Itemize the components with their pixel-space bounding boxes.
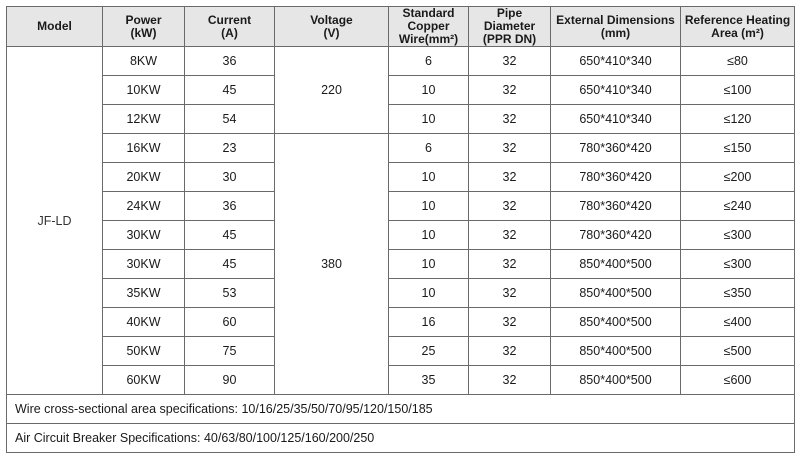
note-row-breaker xyxy=(7,424,795,453)
header-wire-line2: Wire(mm²) xyxy=(398,32,459,46)
current-cell: 75 xyxy=(185,337,275,366)
header-voltage-line1: Voltage xyxy=(310,12,353,27)
area-cell: ≤120 xyxy=(681,105,795,134)
power-cell: 35KW xyxy=(103,279,185,308)
dimensions-cell: 850*400*500 xyxy=(551,308,681,337)
power-cell: 50KW xyxy=(103,337,185,366)
wire-cell: 6 xyxy=(389,134,469,163)
area-cell: ≤300 xyxy=(681,221,795,250)
pipe-cell: 32 xyxy=(469,337,551,366)
power-cell: 30KW xyxy=(103,221,185,250)
dimensions-cell: 650*410*340 xyxy=(551,47,681,76)
header-current xyxy=(185,7,275,47)
wire-cell: 10 xyxy=(389,76,469,105)
pipe-cell: 32 xyxy=(469,163,551,192)
table-row xyxy=(7,47,795,76)
wire-cell: 10 xyxy=(389,163,469,192)
header-wire xyxy=(389,7,469,47)
header-model-label: Model xyxy=(37,19,72,33)
power-cell: 40KW xyxy=(103,308,185,337)
pipe-cell: 32 xyxy=(469,47,551,76)
table-row xyxy=(7,192,795,221)
header-area-line2: Area (m²) xyxy=(711,25,764,40)
wire-cell: 35 xyxy=(389,366,469,395)
dimensions-cell: 850*400*500 xyxy=(551,337,681,366)
header-pipe-line2: (PPR DN) xyxy=(482,32,537,46)
current-cell: 90 xyxy=(185,366,275,395)
area-cell: ≤350 xyxy=(681,279,795,308)
wire-cell: 10 xyxy=(389,192,469,221)
area-cell: ≤150 xyxy=(681,134,795,163)
area-cell: ≤200 xyxy=(681,163,795,192)
pipe-cell: 32 xyxy=(469,192,551,221)
area-cell: ≤600 xyxy=(681,366,795,395)
current-cell: 45 xyxy=(185,221,275,250)
dimensions-cell: 850*400*500 xyxy=(551,250,681,279)
table-row xyxy=(7,337,795,366)
current-cell: 54 xyxy=(185,105,275,134)
table-row xyxy=(7,134,795,163)
header-dimensions xyxy=(551,7,681,47)
area-cell: ≤300 xyxy=(681,250,795,279)
current-cell: 36 xyxy=(185,192,275,221)
power-cell: 12KW xyxy=(103,105,185,134)
power-cell: 60KW xyxy=(103,366,185,395)
current-cell: 53 xyxy=(185,279,275,308)
current-cell: 45 xyxy=(185,250,275,279)
header-area-line1: Reference Heating xyxy=(684,12,791,27)
pipe-cell: 32 xyxy=(469,105,551,134)
area-cell: ≤240 xyxy=(681,192,795,221)
pipe-cell: 32 xyxy=(469,366,551,395)
wire-cell: 10 xyxy=(389,250,469,279)
current-cell: 60 xyxy=(185,308,275,337)
pipe-cell: 32 xyxy=(469,76,551,105)
dimensions-cell: 780*360*420 xyxy=(551,163,681,192)
header-power xyxy=(103,7,185,47)
dimensions-cell: 780*360*420 xyxy=(551,192,681,221)
table-row xyxy=(7,279,795,308)
header-row xyxy=(7,7,795,47)
wire-cell: 6 xyxy=(389,47,469,76)
power-cell: 20KW xyxy=(103,163,185,192)
wire-cell: 10 xyxy=(389,279,469,308)
table-row xyxy=(7,105,795,134)
voltage-cell-380: 380 xyxy=(275,134,389,395)
table-row xyxy=(7,76,795,105)
header-power-line2: (kW) xyxy=(130,25,157,40)
table-row xyxy=(7,308,795,337)
spec-table xyxy=(6,6,795,453)
table-row xyxy=(7,163,795,192)
table-row xyxy=(7,250,795,279)
note-row-wire xyxy=(7,395,795,424)
wire-cell: 10 xyxy=(389,105,469,134)
pipe-cell: 32 xyxy=(469,279,551,308)
dimensions-cell: 650*410*340 xyxy=(551,105,681,134)
header-wire-line1: Standard Copper xyxy=(402,6,455,33)
pipe-cell: 32 xyxy=(469,250,551,279)
pipe-cell: 32 xyxy=(469,308,551,337)
current-cell: 45 xyxy=(185,76,275,105)
header-model xyxy=(7,7,103,47)
header-pipe-line1: Pipe Diameter xyxy=(483,6,536,33)
table-row xyxy=(7,221,795,250)
wire-spec-note: Wire cross-sectional area specifications: 10/16/25/35/50/70/95/120/150/185 xyxy=(7,395,795,424)
area-cell: ≤100 xyxy=(681,76,795,105)
header-power-line1: Power xyxy=(125,12,162,27)
dimensions-cell: 780*360*420 xyxy=(551,134,681,163)
breaker-spec-note: Air Circuit Breaker Specifications: 40/63/80/100/125/160/200/250 xyxy=(7,424,795,453)
area-cell: ≤400 xyxy=(681,308,795,337)
header-voltage-line2: (V) xyxy=(323,25,340,40)
power-cell: 30KW xyxy=(103,250,185,279)
model-cell: JF-LD xyxy=(7,47,103,395)
power-cell: 10KW xyxy=(103,76,185,105)
dimensions-cell: 850*400*500 xyxy=(551,279,681,308)
current-cell: 36 xyxy=(185,47,275,76)
dimensions-cell: 650*410*340 xyxy=(551,76,681,105)
header-area xyxy=(681,7,795,47)
power-cell: 24KW xyxy=(103,192,185,221)
header-current-line1: Current xyxy=(207,12,252,27)
header-current-line2: (A) xyxy=(221,25,238,40)
power-cell: 16KW xyxy=(103,134,185,163)
header-dimensions-line2: (mm) xyxy=(600,25,631,40)
table-row xyxy=(7,366,795,395)
wire-cell: 16 xyxy=(389,308,469,337)
voltage-cell-220: 220 xyxy=(275,47,389,134)
pipe-cell: 32 xyxy=(469,134,551,163)
spec-table-container xyxy=(6,6,794,453)
power-cell: 8KW xyxy=(103,47,185,76)
area-cell: ≤80 xyxy=(681,47,795,76)
header-dimensions-line1: External Dimensions xyxy=(556,12,675,27)
pipe-cell: 32 xyxy=(469,221,551,250)
current-cell: 30 xyxy=(185,163,275,192)
header-voltage xyxy=(275,7,389,47)
dimensions-cell: 850*400*500 xyxy=(551,366,681,395)
current-cell: 23 xyxy=(185,134,275,163)
wire-cell: 10 xyxy=(389,221,469,250)
dimensions-cell: 780*360*420 xyxy=(551,221,681,250)
area-cell: ≤500 xyxy=(681,337,795,366)
header-pipe xyxy=(469,7,551,47)
wire-cell: 25 xyxy=(389,337,469,366)
